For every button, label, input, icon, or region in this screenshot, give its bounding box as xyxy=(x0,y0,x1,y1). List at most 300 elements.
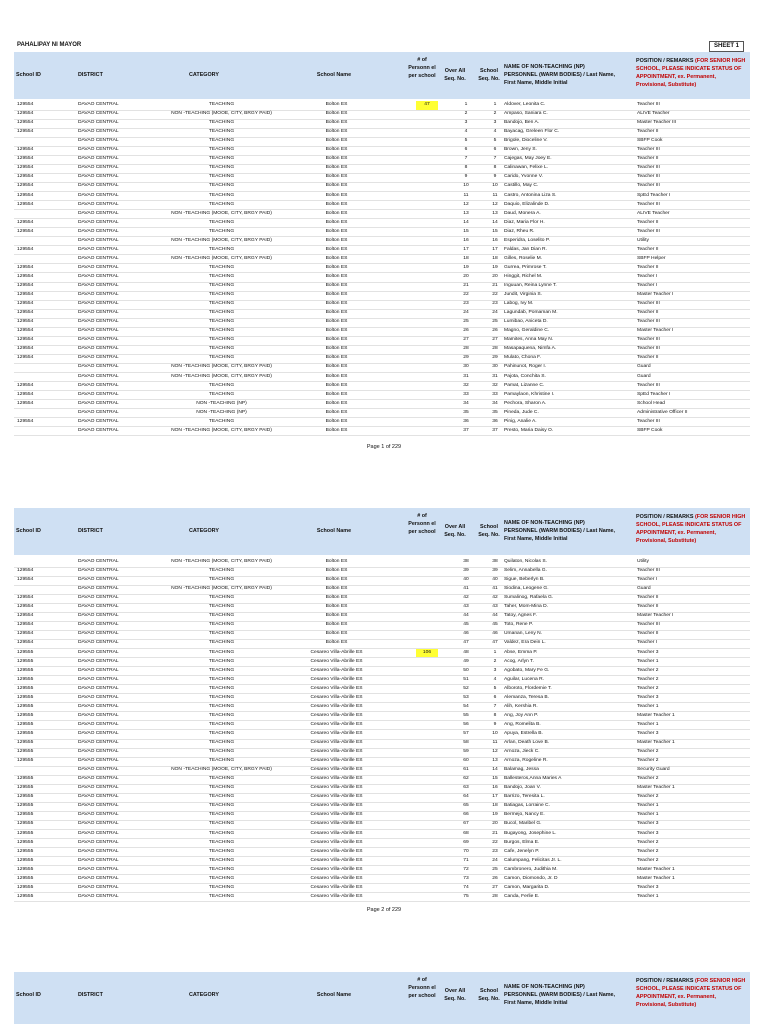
district-cell: DAVAO CENTRAL xyxy=(78,129,119,135)
district-cell: DAVAO CENTRAL xyxy=(78,604,119,610)
overall-seq-cell: 25 xyxy=(463,319,469,325)
school-id-cell: 129554 xyxy=(17,622,34,628)
school-id-cell: 129555 xyxy=(17,721,34,727)
school-id-cell: 129554 xyxy=(17,604,34,610)
category-cell: TEACHING xyxy=(208,346,235,352)
school-name-cell: Cesareo Villa-Abrille ES xyxy=(310,857,363,863)
school-id-cell: 129554 xyxy=(17,165,34,171)
overall-seq-cell: 68 xyxy=(463,830,469,836)
school-id-cell: 129555 xyxy=(17,830,34,836)
position-cell: Teacher 2 xyxy=(637,839,659,845)
personnel-name-cell: Hinggit, Richel M. xyxy=(504,273,543,279)
personnel-name-cell: Toto, Rene P. xyxy=(504,622,534,628)
overall-seq-cell: 33 xyxy=(463,391,469,397)
district-cell: DAVAO CENTRAL xyxy=(78,740,119,745)
header-position-note: (FOR SENIOR HIGH SCHOOL, PLEASE INDICATE STATUS OF APPOINTMENT, ex. Permanent, Provisional, Substitute) xyxy=(636,978,746,1008)
personnel-name-cell: Pahinunot, Roger I. xyxy=(504,364,547,370)
school-name-cell: Bolton ES xyxy=(325,568,348,574)
school-name-cell: Bolton ES xyxy=(325,586,348,592)
category-cell: TEACHING xyxy=(208,418,235,424)
school-seq-cell: 24 xyxy=(492,310,498,316)
category-cell: TEACHING xyxy=(208,328,235,334)
category-cell: TEACHING xyxy=(208,749,235,755)
school-seq-cell: 41 xyxy=(492,586,498,592)
school-name-cell: Bolton ES xyxy=(325,292,348,298)
category-cell: TEACHING xyxy=(208,337,235,343)
school-seq-cell: 5 xyxy=(493,138,497,144)
overall-seq-cell: 64 xyxy=(463,794,469,800)
personnel-name-cell: Burgos, Elma E. xyxy=(504,839,540,845)
position-cell: Teacher 2 xyxy=(637,794,659,800)
school-id-cell: 129555 xyxy=(17,776,34,782)
school-name-cell: Bolton ES xyxy=(325,559,348,564)
category-cell: TEACHING xyxy=(208,568,235,574)
school-id-cell: 129555 xyxy=(17,740,34,745)
position-cell: Teacher III xyxy=(637,319,660,325)
school-id-cell: 129554 xyxy=(17,219,34,225)
school-name-cell: Bolton ES xyxy=(325,147,348,153)
overall-seq-cell: 40 xyxy=(463,577,469,583)
category-cell: TEACHING xyxy=(208,604,235,610)
overall-seq-cell: 15 xyxy=(463,228,469,234)
overall-seq-cell: 38 xyxy=(463,559,469,564)
district-cell: DAVAO CENTRAL xyxy=(78,120,119,126)
school-seq-cell: 12 xyxy=(492,749,498,755)
school-id-cell: 129554 xyxy=(17,400,34,406)
header-position-label: POSITION / REMARKS xyxy=(636,978,694,984)
district-cell: DAVAO CENTRAL xyxy=(78,264,119,270)
overall-seq-cell: 2 xyxy=(464,111,468,117)
category-cell: TEACHING xyxy=(208,102,235,107)
position-cell: Teacher II xyxy=(637,604,659,610)
category-cell: TEACHING xyxy=(208,685,235,691)
school-id-cell: 129555 xyxy=(17,676,34,682)
header-name: NAME OF NON-TEACHING (NP) PERSONNEL (WARM BODIES) / Last Name, First Name, Middle Initial xyxy=(504,520,616,542)
school-seq-cell: 43 xyxy=(492,604,498,610)
position-cell: Teacher III xyxy=(637,165,660,171)
district-cell: DAVAO CENTRAL xyxy=(78,102,119,107)
school-name-cell: Cesareo Villa-Abrille ES xyxy=(310,821,363,827)
personnel-name-cell: Pajota, Conchita S. xyxy=(504,373,546,379)
school-name-cell: Bolton ES xyxy=(325,273,348,279)
district-cell: DAVAO CENTRAL xyxy=(78,821,119,827)
district-cell: DAVAO CENTRAL xyxy=(78,192,119,198)
overall-seq-cell: 55 xyxy=(463,712,469,718)
overall-seq-cell: 13 xyxy=(463,210,469,216)
personnel-name-cell: Siodina, Leogene G. xyxy=(504,586,549,592)
position-cell: Teacher 2 xyxy=(637,676,659,682)
district-cell: DAVAO CENTRAL xyxy=(78,174,119,180)
position-cell: Teacher 3 xyxy=(637,694,659,700)
header-position xyxy=(636,57,748,89)
position-cell: SBFP Helper xyxy=(637,255,666,261)
category-cell: NON -TEACHING (MOOE, CITY, BRGY PAID) xyxy=(171,364,272,370)
category-cell: NON -TEACHING (MOOE, CITY, BRGY PAID) xyxy=(171,255,272,261)
position-cell: Teacher 3 xyxy=(637,649,659,655)
school-seq-cell: 20 xyxy=(492,273,498,279)
overall-seq-cell: 6 xyxy=(464,147,468,153)
district-cell: DAVAO CENTRAL xyxy=(78,337,119,343)
district-cell: DAVAO CENTRAL xyxy=(78,712,119,718)
position-cell: Teacher 2 xyxy=(637,685,659,691)
school-name-cell: Bolton ES xyxy=(325,192,348,198)
category-cell: NON -TEACHING (MOOE, CITY, BRGY PAID) xyxy=(171,767,272,773)
district-cell: DAVAO CENTRAL xyxy=(78,595,119,601)
school-id-cell: 129555 xyxy=(17,866,34,872)
school-name-cell: Cesareo Villa-Abrille ES xyxy=(310,694,363,700)
personnel-name-cell: Inguuan, Reina Lynne T. xyxy=(504,283,557,288)
personnel-name-cell: Faldas, Jan Dian R. xyxy=(504,246,547,252)
school-id-cell: 129554 xyxy=(17,418,34,424)
category-cell: TEACHING xyxy=(208,712,235,718)
category-cell: TEACHING xyxy=(208,667,235,673)
district-cell: DAVAO CENTRAL xyxy=(78,694,119,700)
category-cell: TEACHING xyxy=(208,676,235,682)
personnel-name-cell: Bandojo, Joan V. xyxy=(504,785,541,791)
school-name-cell: Bolton ES xyxy=(325,319,348,325)
district-cell: DAVAO CENTRAL xyxy=(78,355,119,361)
position-cell: Teacher I xyxy=(637,273,658,279)
school-seq-cell: 7 xyxy=(493,703,497,709)
personnel-name-cell: Diaz, Rheu R. xyxy=(504,228,535,234)
school-name-cell: Cesareo Villa-Abrille ES xyxy=(310,839,363,845)
overall-seq-cell: 24 xyxy=(463,310,469,316)
personnel-name-cell: Pinig, Analie A. xyxy=(504,418,537,424)
school-name-cell: Bolton ES xyxy=(325,210,348,216)
school-name-cell: Cesareo Villa-Abrille ES xyxy=(310,884,363,890)
overall-seq-cell: 54 xyxy=(463,703,469,709)
overall-seq-cell: 27 xyxy=(463,337,469,343)
personnel-name-cell: Pamaylaon, Khristine I. xyxy=(504,391,555,397)
personnel-name-cell: Cafe, Jenelyn P. xyxy=(504,848,540,854)
school-seq-cell: 30 xyxy=(492,364,498,370)
overall-seq-cell: 28 xyxy=(463,346,469,352)
category-cell: TEACHING xyxy=(208,730,235,736)
district-cell: DAVAO CENTRAL xyxy=(78,577,119,583)
category-cell: TEACHING xyxy=(208,174,235,180)
category-cell: TEACHING xyxy=(208,703,235,709)
overall-seq-cell: 5 xyxy=(464,138,468,144)
school-name-cell: Bolton ES xyxy=(325,409,348,415)
document-title: PAHALIPAY NI MAYOR xyxy=(17,42,82,48)
district-cell: DAVAO CENTRAL xyxy=(78,255,119,261)
school-id-cell: 129555 xyxy=(17,758,34,764)
school-seq-cell: 4 xyxy=(493,676,497,682)
personnel-name-cell: Castillo, May C. xyxy=(504,183,539,189)
district-cell: DAVAO CENTRAL xyxy=(78,400,119,406)
district-cell: DAVAO CENTRAL xyxy=(78,427,119,433)
position-cell: Master Teacher III xyxy=(637,120,677,126)
personnel-name-cell: Gurrea, Primrose T. xyxy=(504,264,547,270)
district-cell: DAVAO CENTRAL xyxy=(78,848,119,854)
school-seq-cell: 23 xyxy=(492,848,498,854)
school-seq-cell: 16 xyxy=(492,237,498,243)
overall-seq-cell: 66 xyxy=(463,812,469,818)
school-seq-cell: 28 xyxy=(492,346,498,352)
position-cell: Master Teacher I xyxy=(637,613,674,619)
personnel-name-cell: Daquio, Elizalinde D. xyxy=(504,201,550,207)
category-cell: TEACHING xyxy=(208,812,235,818)
school-seq-cell: 27 xyxy=(492,337,498,343)
school-seq-cell: 36 xyxy=(492,418,498,424)
header-overall-seq: Over All Seq. No. xyxy=(444,524,466,538)
school-name-cell: Cesareo Villa-Abrille ES xyxy=(310,848,363,854)
header-school-id: School ID xyxy=(16,72,41,78)
school-name-cell: Cesareo Villa-Abrille ES xyxy=(310,721,363,727)
position-cell: Utility xyxy=(637,559,649,564)
overall-seq-cell: 58 xyxy=(463,740,469,745)
district-cell: DAVAO CENTRAL xyxy=(78,893,119,899)
school-name-cell: Cesareo Villa-Abrille ES xyxy=(310,685,363,691)
header-name: NAME OF NON-TEACHING (NP) PERSONNEL (WARM BODIES) / Last Name, First Name, Middle Initial xyxy=(504,64,616,86)
personnel-name-cell: Batiagas, Lorraine C. xyxy=(504,803,550,809)
position-cell: SpEd Teacher I xyxy=(637,192,671,198)
position-cell: Teacher III xyxy=(637,147,660,153)
overall-seq-cell: 32 xyxy=(463,382,469,388)
overall-seq-cell: 75 xyxy=(463,893,469,899)
category-cell: TEACHING xyxy=(208,794,235,800)
school-name-cell: Cesareo Villa-Abrille ES xyxy=(310,785,363,791)
school-name-cell: Bolton ES xyxy=(325,577,348,583)
category-cell: TEACHING xyxy=(208,183,235,189)
personnel-name-cell: Brigole, Dioceline V. xyxy=(504,138,548,144)
category-cell: TEACHING xyxy=(208,228,235,234)
personnel-name-cell: Calumpang, Felicitas Jr. L. xyxy=(504,857,562,863)
category-cell: TEACHING xyxy=(208,839,235,845)
district-cell: DAVAO CENTRAL xyxy=(78,730,119,736)
district-cell: DAVAO CENTRAL xyxy=(78,301,119,307)
overall-seq-cell: 70 xyxy=(463,848,469,854)
position-cell: Teacher III xyxy=(637,102,660,107)
category-cell: TEACHING xyxy=(208,319,235,325)
category-cell: TEACHING xyxy=(208,658,235,664)
district-cell: DAVAO CENTRAL xyxy=(78,391,119,397)
header-personnel-count: # of Personn el per school xyxy=(408,977,436,999)
position-cell: Teacher III xyxy=(637,418,660,424)
school-seq-cell: 27 xyxy=(492,884,498,890)
school-name-cell: Bolton ES xyxy=(325,328,348,334)
district-cell: DAVAO CENTRAL xyxy=(78,283,119,288)
school-name-cell: Bolton ES xyxy=(325,346,348,352)
category-cell: TEACHING xyxy=(208,866,235,872)
position-cell: SBFP Cook xyxy=(637,427,663,433)
personnel-name-cell: Castro, Antonina Liza S. xyxy=(504,192,557,198)
district-cell: DAVAO CENTRAL xyxy=(78,165,119,171)
school-seq-cell: 26 xyxy=(492,875,498,881)
school-id-cell: 129554 xyxy=(17,613,34,619)
district-cell: DAVAO CENTRAL xyxy=(78,613,119,619)
school-id-cell: 129554 xyxy=(17,346,34,352)
district-cell: DAVAO CENTRAL xyxy=(78,138,119,144)
header-school-name: School Name xyxy=(316,528,352,534)
district-cell: DAVAO CENTRAL xyxy=(78,676,119,682)
header-school-seq: School Seq. No. xyxy=(478,988,500,1002)
category-cell: TEACHING xyxy=(208,391,235,397)
school-id-cell: 129554 xyxy=(17,328,34,334)
district-cell: DAVAO CENTRAL xyxy=(78,111,119,117)
school-name-cell: Cesareo Villa-Abrille ES xyxy=(310,830,363,836)
position-cell: Teacher II xyxy=(637,631,659,637)
header-school-id: School ID xyxy=(16,528,41,534)
personnel-name-cell: Umanan, Leny N. xyxy=(504,631,543,637)
school-name-cell: Bolton ES xyxy=(325,373,348,379)
overall-seq-cell: 3 xyxy=(464,120,468,126)
personnel-name-cell: Taher, Mom-Mina D. xyxy=(504,604,549,610)
position-cell: Master Teacher I xyxy=(637,292,674,298)
school-id-cell: 129555 xyxy=(17,821,34,827)
overall-seq-cell: 69 xyxy=(463,839,469,845)
overall-seq-cell: 43 xyxy=(463,604,469,610)
school-seq-cell: 38 xyxy=(492,559,498,564)
personnel-name-cell: Alih, Kershia R. xyxy=(504,703,538,709)
overall-seq-cell: 62 xyxy=(463,776,469,782)
category-cell: NON -TEACHING (NP) xyxy=(196,400,247,406)
category-cell: NON -TEACHING (MOOE, CITY, BRGY PAID) xyxy=(171,237,272,243)
overall-seq-cell: 46 xyxy=(463,631,469,637)
school-name-cell: Cesareo Villa-Abrille ES xyxy=(310,676,363,682)
school-seq-cell: 42 xyxy=(492,595,498,601)
school-seq-cell: 9 xyxy=(493,174,497,180)
overall-seq-cell: 21 xyxy=(463,283,469,288)
district-cell: DAVAO CENTRAL xyxy=(78,586,119,592)
school-name-cell: Bolton ES xyxy=(325,246,348,252)
school-id-cell: 129554 xyxy=(17,292,34,298)
category-cell: TEACHING xyxy=(208,120,235,126)
category-cell: TEACHING xyxy=(208,875,235,881)
school-seq-cell: 3 xyxy=(493,120,497,126)
personnel-name-cell: Balamag, Jessa xyxy=(504,767,539,773)
personnel-name-cell: Mulato, Chona F. xyxy=(504,355,541,361)
position-cell: Teacher III xyxy=(637,346,660,352)
district-cell: DAVAO CENTRAL xyxy=(78,328,119,334)
school-name-cell: Bolton ES xyxy=(325,283,348,288)
school-id-cell: 129554 xyxy=(17,568,34,574)
position-cell: Teacher 2 xyxy=(637,776,659,782)
category-cell: TEACHING xyxy=(208,740,235,745)
personnel-name-cell: Bucol, Maribel G. xyxy=(504,821,542,827)
personnel-name-cell: Ang, Joy Ann P. xyxy=(504,712,539,718)
school-name-cell: Bolton ES xyxy=(325,237,348,243)
district-cell: DAVAO CENTRAL xyxy=(78,640,119,646)
school-id-cell: 129554 xyxy=(17,264,34,270)
district-cell: DAVAO CENTRAL xyxy=(78,622,119,628)
school-id-cell: 129554 xyxy=(17,382,34,388)
category-cell: TEACHING xyxy=(208,640,235,646)
overall-seq-cell: 71 xyxy=(463,857,469,863)
position-cell: Teacher 3 xyxy=(637,730,659,736)
position-cell: Teacher II xyxy=(637,156,659,162)
position-cell: Teacher 2 xyxy=(637,749,659,755)
overall-seq-cell: 34 xyxy=(463,400,469,406)
school-id-cell: 129555 xyxy=(17,685,34,691)
overall-seq-cell: 37 xyxy=(463,427,469,433)
school-seq-cell: 10 xyxy=(492,730,498,736)
school-name-cell: Cesareo Villa-Abrille ES xyxy=(310,767,363,773)
personnel-name-cell: Agobato, Mary Fe G. xyxy=(504,667,550,673)
district-cell: DAVAO CENTRAL xyxy=(78,794,119,800)
school-name-cell: Bolton ES xyxy=(325,337,348,343)
position-cell: Teacher 1 xyxy=(637,721,659,727)
overall-seq-cell: 10 xyxy=(463,183,469,189)
personnel-name-cell: Carido, Yvonne V. xyxy=(504,174,543,180)
header-district: DISTRICT xyxy=(78,528,103,534)
category-cell: TEACHING xyxy=(208,721,235,727)
district-cell: DAVAO CENTRAL xyxy=(78,857,119,863)
header-category: CATEGORY xyxy=(189,528,219,534)
personnel-name-cell: Esperidra, Loselito P. xyxy=(504,237,550,243)
district-cell: DAVAO CENTRAL xyxy=(78,631,119,637)
school-name-cell: Bolton ES xyxy=(325,631,348,637)
school-name-cell: Bolton ES xyxy=(325,219,348,225)
school-seq-cell: 18 xyxy=(492,255,498,261)
category-cell: TEACHING xyxy=(208,694,235,700)
school-id-cell: 129554 xyxy=(17,355,34,361)
position-cell: Teacher 3 xyxy=(637,830,659,836)
school-id-cell: 129555 xyxy=(17,749,34,755)
position-cell: SpEd Teacher I xyxy=(637,391,671,397)
personnel-name-cell: Aldover, Leonita C. xyxy=(504,102,546,107)
position-cell: Teacher I xyxy=(637,577,658,583)
school-id-cell: 129554 xyxy=(17,246,34,252)
position-cell: School Head xyxy=(637,400,666,406)
overall-seq-cell: 72 xyxy=(463,866,469,872)
position-cell: Guard xyxy=(637,364,651,370)
personnel-name-cell: Presto, Maria Daisy O. xyxy=(504,427,554,433)
category-cell: TEACHING xyxy=(208,273,235,279)
position-cell: Teacher II xyxy=(637,219,659,225)
overall-seq-cell: 61 xyxy=(463,767,469,773)
personnel-name-cell: Acog, Arlyn T. xyxy=(504,658,534,664)
category-cell: NON -TEACHING (MOOE, CITY, BRGY PAID) xyxy=(171,373,272,379)
header-personnel-count: # of Personn el per school xyxy=(408,513,436,535)
school-seq-cell: 14 xyxy=(492,219,498,225)
category-cell: TEACHING xyxy=(208,201,235,207)
position-cell: Teacher III xyxy=(637,382,660,388)
personnel-name-cell: Ang, Romelita B. xyxy=(504,721,541,727)
personnel-name-cell: Pineda, Jude C. xyxy=(504,409,539,415)
category-cell: TEACHING xyxy=(208,192,235,198)
overall-seq-cell: 9 xyxy=(464,174,468,180)
district-cell: DAVAO CENTRAL xyxy=(78,364,119,370)
category-cell: TEACHING xyxy=(208,292,235,298)
district-cell: DAVAO CENTRAL xyxy=(78,749,119,755)
category-cell: TEACHING xyxy=(208,129,235,135)
personnel-name-cell: Cambronero, Judithia M. xyxy=(504,866,558,872)
school-seq-cell: 11 xyxy=(492,192,498,198)
school-name-cell: Cesareo Villa-Abrille ES xyxy=(310,803,363,809)
school-seq-cell: 19 xyxy=(492,264,498,270)
overall-seq-cell: 29 xyxy=(463,355,469,361)
district-cell: DAVAO CENTRAL xyxy=(78,201,119,207)
position-cell: Teacher 1 xyxy=(637,812,659,818)
personnel-name-cell: Aguilar, Lucena R. xyxy=(504,676,544,682)
position-cell: ALIVE Teacher xyxy=(637,111,670,117)
category-cell: TEACHING xyxy=(208,631,235,637)
overall-seq-cell: 30 xyxy=(463,364,469,370)
school-name-cell: Bolton ES xyxy=(325,418,348,424)
school-name-cell: Bolton ES xyxy=(325,391,348,397)
header-overall-seq: Over All Seq. No. xyxy=(444,68,466,82)
personnel-name-cell: Canda, Ferlie E. xyxy=(504,893,540,899)
overall-seq-cell: 48 xyxy=(463,649,469,655)
sheet-label: SHEET 1 xyxy=(709,41,744,52)
district-cell: DAVAO CENTRAL xyxy=(78,246,119,252)
overall-seq-cell: 59 xyxy=(463,749,469,755)
overall-seq-cell: 16 xyxy=(463,237,469,243)
personnel-name-cell: Pechora, Sharon A. xyxy=(504,400,547,406)
position-cell: Teacher 1 xyxy=(637,658,659,664)
district-cell: DAVAO CENTRAL xyxy=(78,658,119,664)
